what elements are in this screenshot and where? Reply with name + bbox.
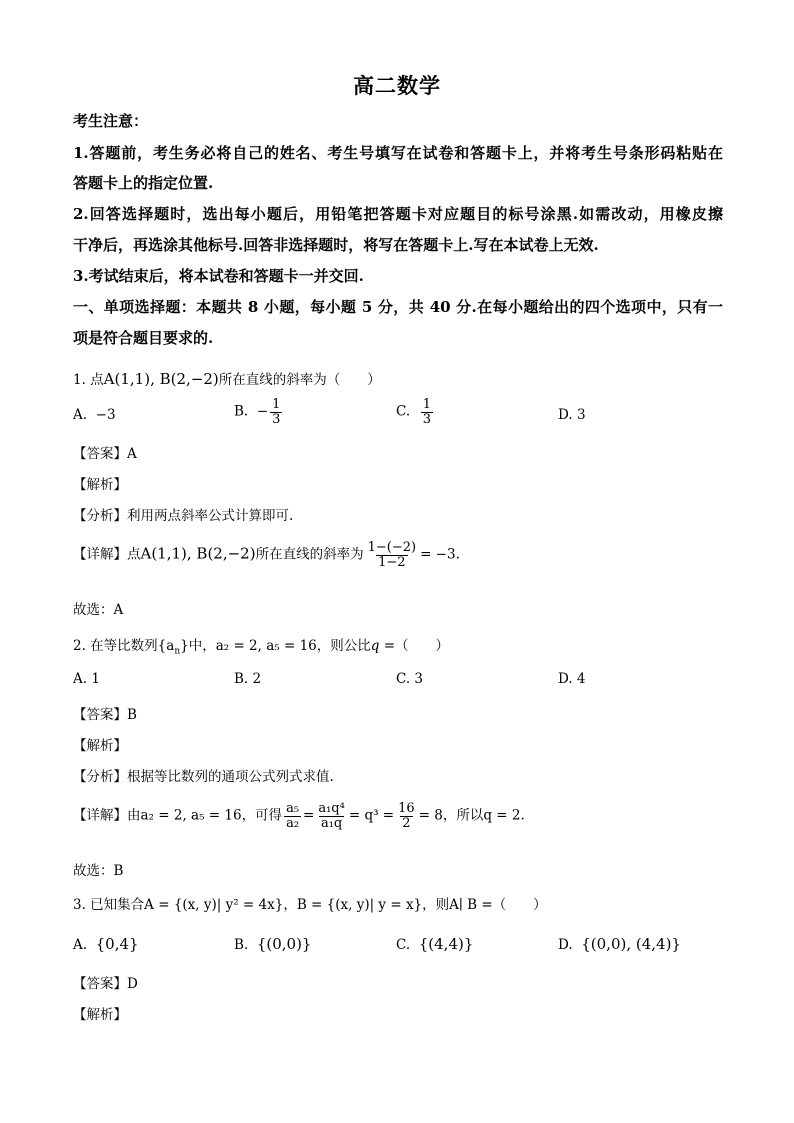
question-3-jiexi-label: 【解析】: [73, 1007, 127, 1023]
question-2-detail: 【详解】由a₂ = 2, a₅ = 16，可得 $\frac{\text{a₅}}{\text{a₂}}$ = $\frac{\text{a₁q⁴}}{\text{a₁q}}$ = q³ = $\frac{16}{2}$ = 8，所以q = 2.: [73, 801, 525, 831]
notice-item-1-line-1: 1.答题前，考生务必将自己的姓名、考生号填写在试卷和答题卡上，并将考生号条形码粘贴在: [73, 144, 723, 162]
question-1-detail: 【详解】点A(1,1), B(2,−2)所在直线的斜率为 $\frac{1-(-2)}{1-2}$ = −3.: [73, 540, 460, 570]
question-2-choice: 故选：B: [73, 863, 124, 879]
notice-item-1-line-2: 答题卡上的指定位置.: [73, 174, 214, 192]
question-1-option-a: A. −3: [73, 407, 116, 423]
question-3-answer: 【答案】D: [73, 976, 138, 992]
question-1-choice: 故选：A: [73, 602, 124, 618]
question-1-option-d: D. 3: [558, 407, 586, 423]
question-1-prefix: 1. 点: [73, 372, 104, 388]
question-1-stem: [73, 368, 381, 388]
question-3-option-d: D. {(0,0), (4,4)}: [558, 935, 681, 953]
question-2-answer: 【答案】B: [73, 707, 137, 723]
question-1-stem-suffix: 所在直线的斜率为（ ）: [218, 372, 381, 388]
notice-item-3: 3.考试结束后，将本试卷和答题卡一并交回.: [73, 267, 364, 285]
question-1-points: A(1,1), B(2,−2): [103, 370, 219, 388]
section-heading-line-1: 一、单项选择题：本题共 8 小题，每小题 5 分，共 40 分.在每小题给出的四个选项中，只有一: [73, 298, 723, 316]
notice-heading: 考生注意：: [73, 112, 149, 130]
notice-item-2-line-2: 干净后，再选涂其他标号.回答非选择题时，将写在答题卡上.写在本试卷上无效.: [73, 236, 599, 254]
question-2-option-b: B. 2: [234, 671, 262, 687]
question-2-option-d: D. 4: [558, 671, 586, 687]
question-2-analysis: 【分析】根据等比数列的通项公式列式求值.: [73, 769, 334, 785]
question-1-option-c: C. $\frac{1}{3}$: [396, 397, 432, 427]
question-3-option-c: C. {(4,4)}: [396, 935, 474, 953]
notice-item-2-line-1: 2.回答选择题时，选出每小题后，用铅笔把答题卡对应题目的标号涂黑.如需改动，用橡皮擦: [73, 205, 723, 223]
question-1-answer: 【答案】A: [73, 446, 137, 462]
question-3-option-a: A. {0,4}: [73, 935, 139, 953]
question-2-option-a: A. 1: [73, 671, 100, 687]
question-1-analysis: 【分析】利用两点斜率公式计算即可.: [73, 508, 294, 524]
question-3-option-b: B. {(0,0)}: [234, 935, 312, 953]
question-2-option-c: C. 3: [396, 671, 424, 687]
question-1-jiexi-label: 【解析】: [73, 477, 127, 493]
question-2-stem: 2. 在等比数列$\{a_n\}$中，a₂ = 2, a₅ = 16，则公比q =（ ）: [73, 638, 450, 657]
section-heading-line-2: 项是符合题目要求的.: [73, 329, 214, 347]
question-1-option-b: B. − $\frac{1}{3}$: [234, 397, 281, 427]
question-2-jiexi-label: 【解析】: [73, 738, 127, 754]
question-3-stem: 3. 已知集合A = {(x, y)| y² = 4x}，B = {(x, y)| y = x}，则A∣ B =（ ）: [73, 897, 547, 913]
page-title: 高二数学: [353, 73, 441, 98]
